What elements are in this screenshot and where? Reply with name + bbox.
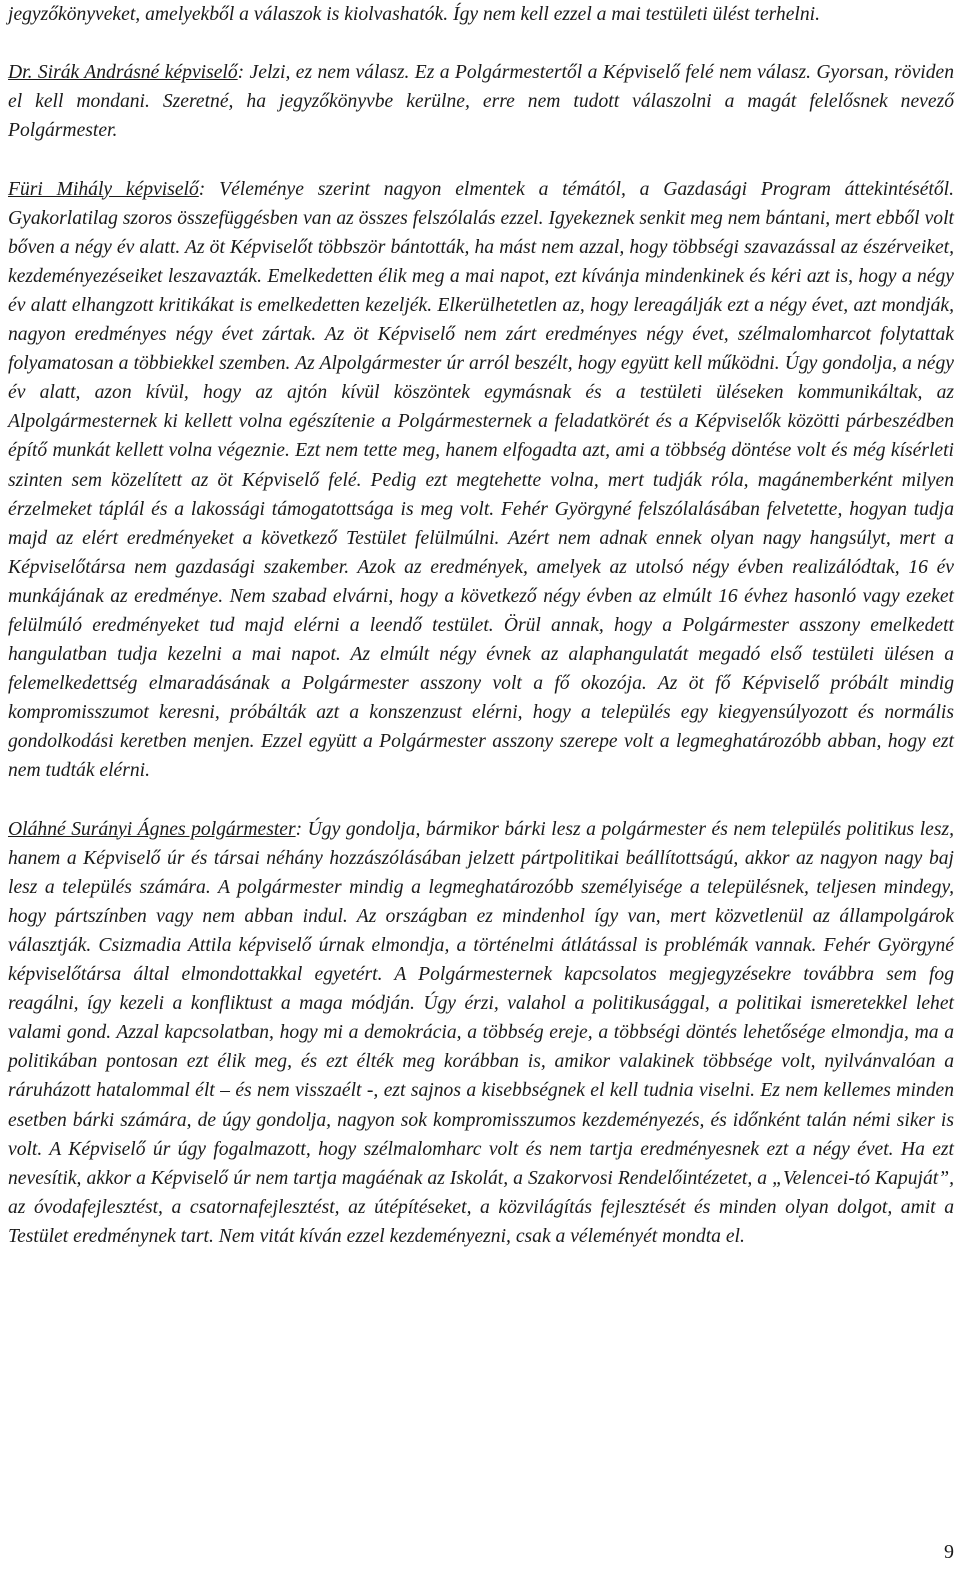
paragraph-sirak bbox=[8, 58, 954, 145]
paragraph-olahne bbox=[8, 815, 954, 1251]
paragraph-text: : Úgy gondolja, bármikor bárki lesz a polgármester és nem település politikus lesz, hanem a Képviselő úr és társai néhány hozzászólásában jelzett pártpolitikai beállítottságú, akkor az nagyon nagy baj lesz a település számára. A polgármester mindig a legmeghatározóbb személyisége a településnek, teljesen mindegy, hogy pártszínben vagy nem abban indul. Az országban ez mindenhol így van, mert közvetlenül az állampolgárok választják. Csizmadia Attila képviselő úrnak elmondja, a történelmi átlátással is problémák vannak. Fehér Györgyné képviselőtársa által elmondottakkal egyetért. A Polgármesternek kapcsolatos megjegyzésekre továbbra sem fog reagálni, így kezeli a konfliktust a maga módján. Úgy érzi, valahol a politikusággal, a politikai ismeretekkel lehet valami gond. Azzal kapcsolatban, hogy mi a demokrácia, a többség ereje, a többségi döntés lehetősége elmondja, ma a politikában pontosan ezt élik meg, és ezt élték meg korábban is, amikor valakinek többsége volt, nyilvánvalóan a ráruházott hatalommal élt – és nem visszaélt -, ezt sajnos a kisebbségnek el kell tudnia viselni. Ez nem kellemes minden esetben bárki számára, de úgy gondolja, nagyon sok kompromisszumos kezdeményezés, és időnként talán némi siker is volt. A Képviselő úr úgy fogalmazott, hogy szélmalomharc volt és nem tartja eredményesnek ezt a négy évet. Ha ezt nevesítik, akkor a Képviselő úr nem tartja magáénak az Iskolát, a Szakorvosi Rendelőintézetet, a „Velencei-tó Kapuját”, az óvodafejlesztést, a csatornafejlesztést, az útépítéseket, a közvilágítás fejlesztését és minden olyan dolgot, amit a Testület eredménynek tart. Nem vitát kíván ezzel kezdeményezni, csak a véleményét mondta el. bbox=[8, 818, 954, 1247]
paragraph-continuation bbox=[8, 0, 954, 29]
document-page bbox=[8, 0, 954, 1280]
paragraph-furi bbox=[8, 175, 954, 786]
speaker-name: Oláhné Surányi Ágnes polgármester bbox=[8, 818, 296, 840]
speaker-name: Füri Mihály képviselő bbox=[8, 178, 199, 200]
paragraph-text: jegyzőkönyveket, amelyekből a válaszok is kiolvashatók. Így nem kell ezzel a mai testületi ülést terhelni. bbox=[8, 4, 820, 25]
page-number: 9 bbox=[944, 1541, 954, 1563]
paragraph-text: : Véleménye szerint nagyon elmentek a témától, a Gazdasági Program áttekintésétől. Gyakorlatilag szoros összefüggésben van az összes felszólalás ezzel. Igyekeznek senkit meg nem bántani, mert ebből volt bőven a négy év alatt. Az öt Képviselőt többször bántották, ha mást nem azzal, hogy többségi szavazással az észérveiket, kezdeményezéseiket leszavazták. Emelkedetten élik meg a mai napot, ezt kívánja mindenkinek és kéri azt is, hogy a négy év alatt elhangzott kritikákat is emelkedetten kezeljék. Elkerülhetetlen az, hogy lereagálják ezt a négy évet, azt mondják, nagyon eredményes négy évet zártak. Az öt Képviselő nem zárt eredményes négy évet, szélmalomharcot folytattak folyamatosan a többiekkel szemben. Az Alpolgármester úr arról beszélt, hogy együtt kell működni. Úgy gondolja, a négy év alatt, azon kívül, hogy az ajtón kívül köszöntek egymásnak és a testületi üléseken kommunikáltak, az Alpolgármesternek ki kellett volna egészítenie a Polgármesternek a feladatkörét és a Képviselők közötti párbeszédben építő munkát kellett volna végeznie. Ezt nem tette meg, hanem elfogadta azt, ami a többség döntése volt és még kísérleti szinten sem közelített az öt Képviselő felé. Pedig ezt megtehette volna, mert tudják róla, magánemberként milyen érzelmeket táplál és a lakossági támogatottsága is meg volt. Fehér Györgyné felszólalásában felvetette, hogyan tudja majd az elért eredményeket a következő Testület felülmúlni. Azért nem adnak ennek olyan nagy hangsúlyt, mert a Képviselőtársa nem gazdasági szakember. Azok az eredmények, amelyek az utolsó négy évben realizálódtak, 16 év munkájának az eredménye. Nem szabad elvárni, hogy a következő négy évben az elmúlt 16 évhez hasonló vagy ezeket felülmúló eredményeket tud majd elérni a leendő testület. Örül annak, hogy a Polgármester asszony emelkedett hangulatban tudja kezelni a mai napot. Az elmúlt négy évnek az alaphangulatát megadó első testületi ülésen a felemelkedettség elmaradásának a Polgármester asszony volt a fő okozója. Az öt fő Képviselő próbált mindig kompromisszumot keresni, próbálták azt a konszenzust elérni, hogy a település egy kiegyensúlyozott és normális gondolkodási keretben menjen. Ezzel együtt a Polgármester asszony szerepe volt a legmeghatározóbb abban, hogy ezt nem tudták elérni. bbox=[8, 178, 954, 782]
speaker-name: Dr. Sirák Andrásné képviselő bbox=[8, 62, 238, 84]
paragraph-text: : Jelzi, ez nem válasz. Ez a Polgármestertől a Képviselő felé nem válasz. Gyorsan, röviden el kell mondani. Szeretné, ha jegyzőkönyvbe kerülne, erre nem tudott válaszolni a magát felelősnek nevező Polgármester. bbox=[8, 62, 955, 142]
